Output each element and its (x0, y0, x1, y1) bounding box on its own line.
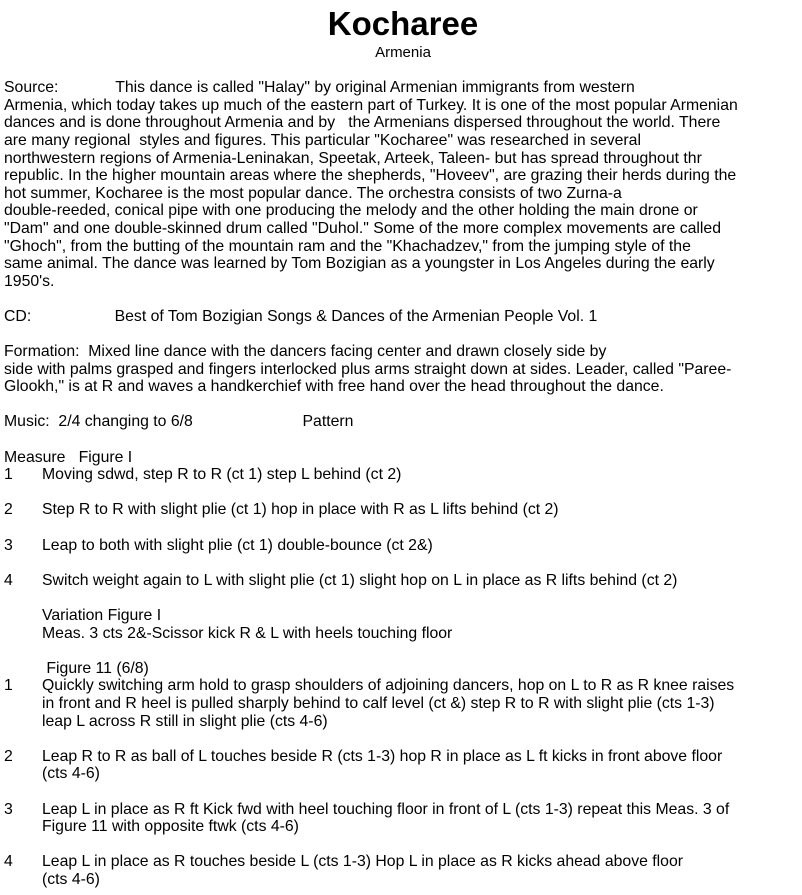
text-line: side with palms grasped and fingers interlocked plus arms straight down at sides. Leader, called "Paree- (4, 360, 732, 378)
text-line: leap L across R still in slight plie (cts 4-6) (42, 712, 328, 730)
measure-number: 2 (4, 747, 13, 765)
text-line: are many regional styles and figures. This particular "Kocharee" was researched in several (4, 131, 641, 149)
step-description (42, 748, 802, 783)
music-pattern-line: Music: 2/4 changing to 6/8 Pattern (4, 413, 354, 431)
measure-number: 4 (4, 571, 13, 589)
step-description (42, 537, 802, 555)
text-line: "Ghoch", from the butting of the mountain ram and the "Khachadzev," from the jumping style of the (4, 237, 691, 255)
figure11-steps (4, 677, 802, 888)
measure-number: 3 (4, 800, 13, 818)
formation-paragraph (4, 343, 802, 396)
cd-line: CD: Best of Tom Bozigian Songs & Dances of the Armenian People Vol. 1 (4, 307, 598, 325)
measure-number: 1 (4, 677, 13, 695)
step-description (42, 572, 802, 590)
text-line: double-reeded, conical pipe with one producing the melody and the other holding the main drone or (4, 202, 698, 220)
text-line: Armenia, which today takes up much of the eastern part of Turkey. It is one of the most popular Armenian (4, 96, 738, 114)
page-title: Kocharee (327, 5, 479, 42)
measure-step (4, 801, 802, 836)
text-line: Leap to both with slight plie (ct 1) double-bounce (ct 2&) (42, 536, 433, 554)
text-line: Figure 11 with opposite ftwk (cts 4-6) (42, 818, 299, 836)
step-description (42, 853, 802, 888)
step-description (42, 801, 802, 836)
text-line: 1950's. (4, 272, 55, 290)
text-line: Moving sdwd, step R to R (ct 1) step L behind (ct 2) (42, 466, 402, 484)
step-description (42, 677, 802, 730)
text-line: Meas. 3 cts 2&-Scissor kick R & L with heels touching floor (42, 624, 453, 642)
text-line: Variation Figure I (42, 607, 162, 624)
text-line: northwestern regions of Armenia-Leninakan, Speetak, Arteek, Taleen- but has spread throughout thr (4, 149, 702, 167)
step-description (42, 466, 802, 484)
text-line: Leap L in place as R ft Kick fwd with heel touching floor in front of L (cts 1-3) repeat this Meas. 3 of (42, 800, 730, 818)
document-page (0, 4, 802, 895)
text-line: (cts 4-6) (42, 870, 100, 888)
text-line: Source: This dance is called "Halay" by original Armenian immigrants from western (4, 79, 635, 97)
variation-text (42, 607, 802, 642)
text-line: hot summer, Kocharee is the most popular dance. The orchestra consists of two Zurna-a (4, 184, 622, 202)
text-line: Glookh," is at R and waves a handkerchief with free hand over the head throughout the dance. (4, 378, 664, 396)
measure-step (4, 677, 802, 730)
text-line: dances and is done throughout Armenia and by the Armenians dispersed throughout the world. There (4, 114, 721, 132)
step-description (42, 501, 802, 519)
text-line: Formation: Mixed line dance with the dancers facing center and drawn closely side by (4, 343, 607, 361)
measure-step (4, 853, 802, 888)
figure11-header: Figure 11 (6/8) (42, 659, 149, 677)
variation-block (4, 607, 802, 642)
figure1-steps (4, 466, 802, 589)
text-line: "Dam" and one double-skinned drum called "Duhol." Some of the more complex movements are called (4, 219, 721, 237)
text-line: same animal. The dance was learned by Tom Bozigian as a youngster in Los Angeles during the early (4, 255, 715, 273)
text-line: in front and R heel is pulled sharply behind to calf level (ct &) step R to R with slight plie (cts 1-3) (42, 694, 715, 712)
measure-step (4, 537, 802, 555)
text-line: (cts 4-6) (42, 765, 100, 783)
measure-number: 3 (4, 536, 13, 554)
text-line: Leap L in place as R touches beside L (cts 1-3) Hop L in place as R kicks ahead above floor (42, 853, 684, 871)
text-line: Quickly switching arm hold to grasp shoulders of adjoining dancers, hop on L to R as R knee raises (42, 677, 735, 695)
measure-number: 4 (4, 853, 13, 871)
text-line: Switch weight again to L with slight plie (ct 1) slight hop on L in place as R lifts behind (ct 2) (42, 571, 678, 589)
text-line: republic. In the higher mountain areas where the shepherds, "Hoveev", are grazing their herds during the (4, 167, 737, 185)
text-line: Step R to R with slight plie (ct 1) hop in place with R as L lifts behind (ct 2) (42, 501, 559, 519)
measure-number: 2 (4, 501, 13, 519)
text-line: Leap R to R as ball of L touches beside R (cts 1-3) hop R in place as L ft kicks in front above floor (42, 747, 723, 765)
page-subtitle: Armenia (375, 44, 431, 61)
measure-step (4, 572, 802, 590)
measure-step (4, 501, 802, 519)
source-paragraph (4, 79, 802, 290)
measure-number: 1 (4, 466, 13, 484)
measure-figure1-header: Measure Figure I (4, 448, 133, 466)
measure-step (4, 748, 802, 783)
measure-step (4, 466, 802, 484)
measure-number (4, 607, 42, 642)
